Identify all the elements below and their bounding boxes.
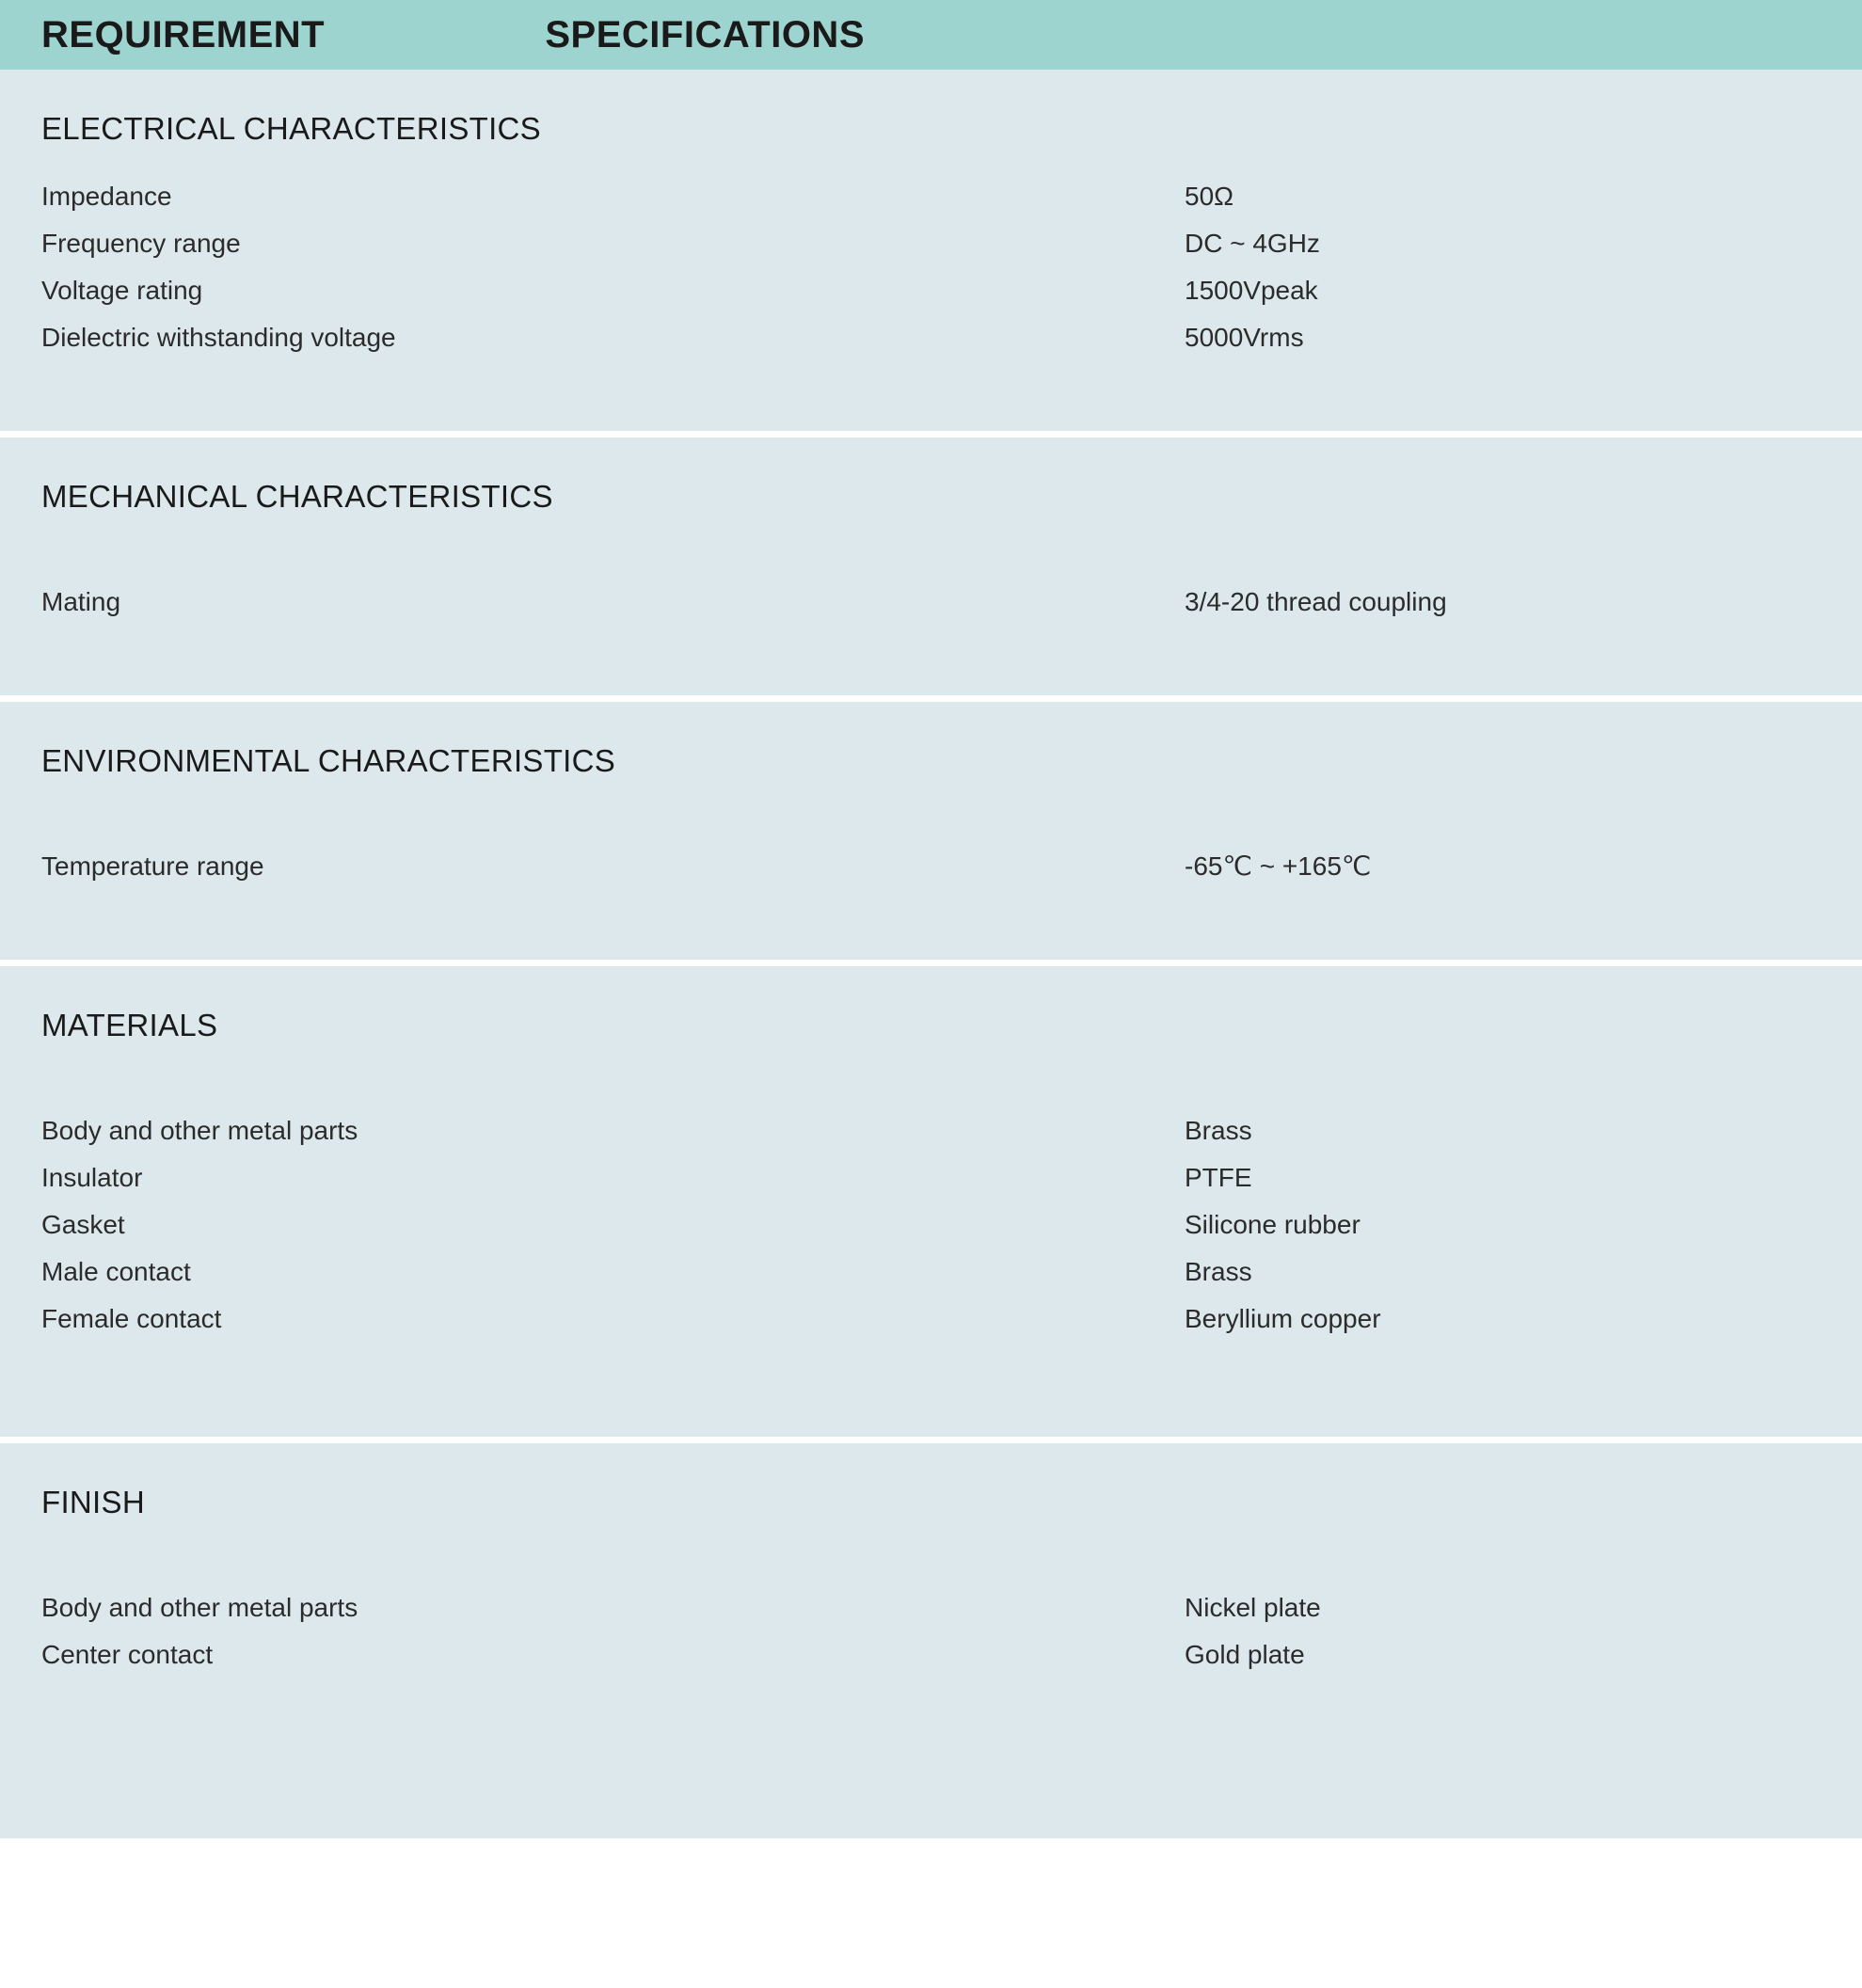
- row-label: Center contact: [41, 1640, 214, 1669]
- section-title: FINISH: [41, 1485, 145, 1519]
- row-value: DC ~ 4GHz: [1185, 229, 1320, 258]
- row-label: Impedance: [41, 182, 172, 211]
- row-label: Male contact: [41, 1257, 191, 1286]
- bottom-spacer: [0, 1838, 1862, 1848]
- row-value: Brass: [1185, 1257, 1252, 1286]
- table-row: [41, 843, 1821, 890]
- row-label: Dielectric withstanding voltage: [41, 323, 396, 352]
- table-row: [41, 173, 1821, 220]
- section-title: MATERIALS: [41, 1008, 218, 1042]
- section-electrical-characteristics: [0, 70, 1862, 431]
- row-value: 1500Vpeak: [1185, 276, 1318, 305]
- row-value: 3/4-20 thread coupling: [1185, 587, 1447, 616]
- table-header: [0, 0, 1862, 70]
- section-environmental-characteristics: [0, 695, 1862, 960]
- section-title: ELECTRICAL CHARACTERISTICS: [41, 111, 541, 146]
- row-value: 5000Vrms: [1185, 323, 1304, 352]
- row-value: Gold plate: [1185, 1640, 1305, 1669]
- section-title: ENVIRONMENTAL CHARACTERISTICS: [41, 743, 616, 778]
- section-rows: [0, 515, 1862, 695]
- row-value: Silicone rubber: [1185, 1210, 1361, 1239]
- table-row: [41, 1584, 1821, 1631]
- row-label: Temperature range: [41, 851, 264, 881]
- row-value: -65℃ ~ +165℃: [1185, 851, 1372, 881]
- section-rows: [0, 147, 1862, 431]
- row-label: Frequency range: [41, 229, 241, 258]
- table-row: [41, 314, 1821, 361]
- table-row: [41, 220, 1821, 267]
- row-label: Body and other metal parts: [41, 1593, 358, 1622]
- table-row: [41, 1248, 1821, 1296]
- row-label: Mating: [41, 587, 121, 616]
- table-row: [41, 1107, 1821, 1154]
- row-label: Voltage rating: [41, 276, 203, 305]
- row-value: Nickel plate: [1185, 1593, 1321, 1622]
- row-value: Brass: [1185, 1116, 1252, 1145]
- table-row: [41, 267, 1821, 314]
- row-label: Female contact: [41, 1304, 222, 1333]
- row-value: PTFE: [1185, 1163, 1252, 1192]
- row-value: 50Ω: [1185, 182, 1234, 211]
- table-row: [41, 1154, 1821, 1201]
- row-label: Body and other metal parts: [41, 1116, 358, 1145]
- section-materials: [0, 960, 1862, 1437]
- row-label: Insulator: [41, 1163, 143, 1192]
- section-rows: [0, 1043, 1862, 1437]
- section-rows: [0, 779, 1862, 960]
- section-rows: [0, 1520, 1862, 1838]
- section-finish: [0, 1437, 1862, 1838]
- column-header-requirement: REQUIREMENT: [41, 13, 326, 56]
- row-value: Beryllium copper: [1185, 1304, 1381, 1333]
- table-row: [41, 1296, 1821, 1343]
- section-title: MECHANICAL CHARACTERISTICS: [41, 479, 553, 514]
- row-label: Gasket: [41, 1210, 125, 1239]
- table-row: [41, 579, 1821, 626]
- section-mechanical-characteristics: [0, 431, 1862, 695]
- column-header-specifications: SPECIFICATIONS: [545, 13, 865, 56]
- table-row: [41, 1631, 1821, 1678]
- table-row: [41, 1201, 1821, 1248]
